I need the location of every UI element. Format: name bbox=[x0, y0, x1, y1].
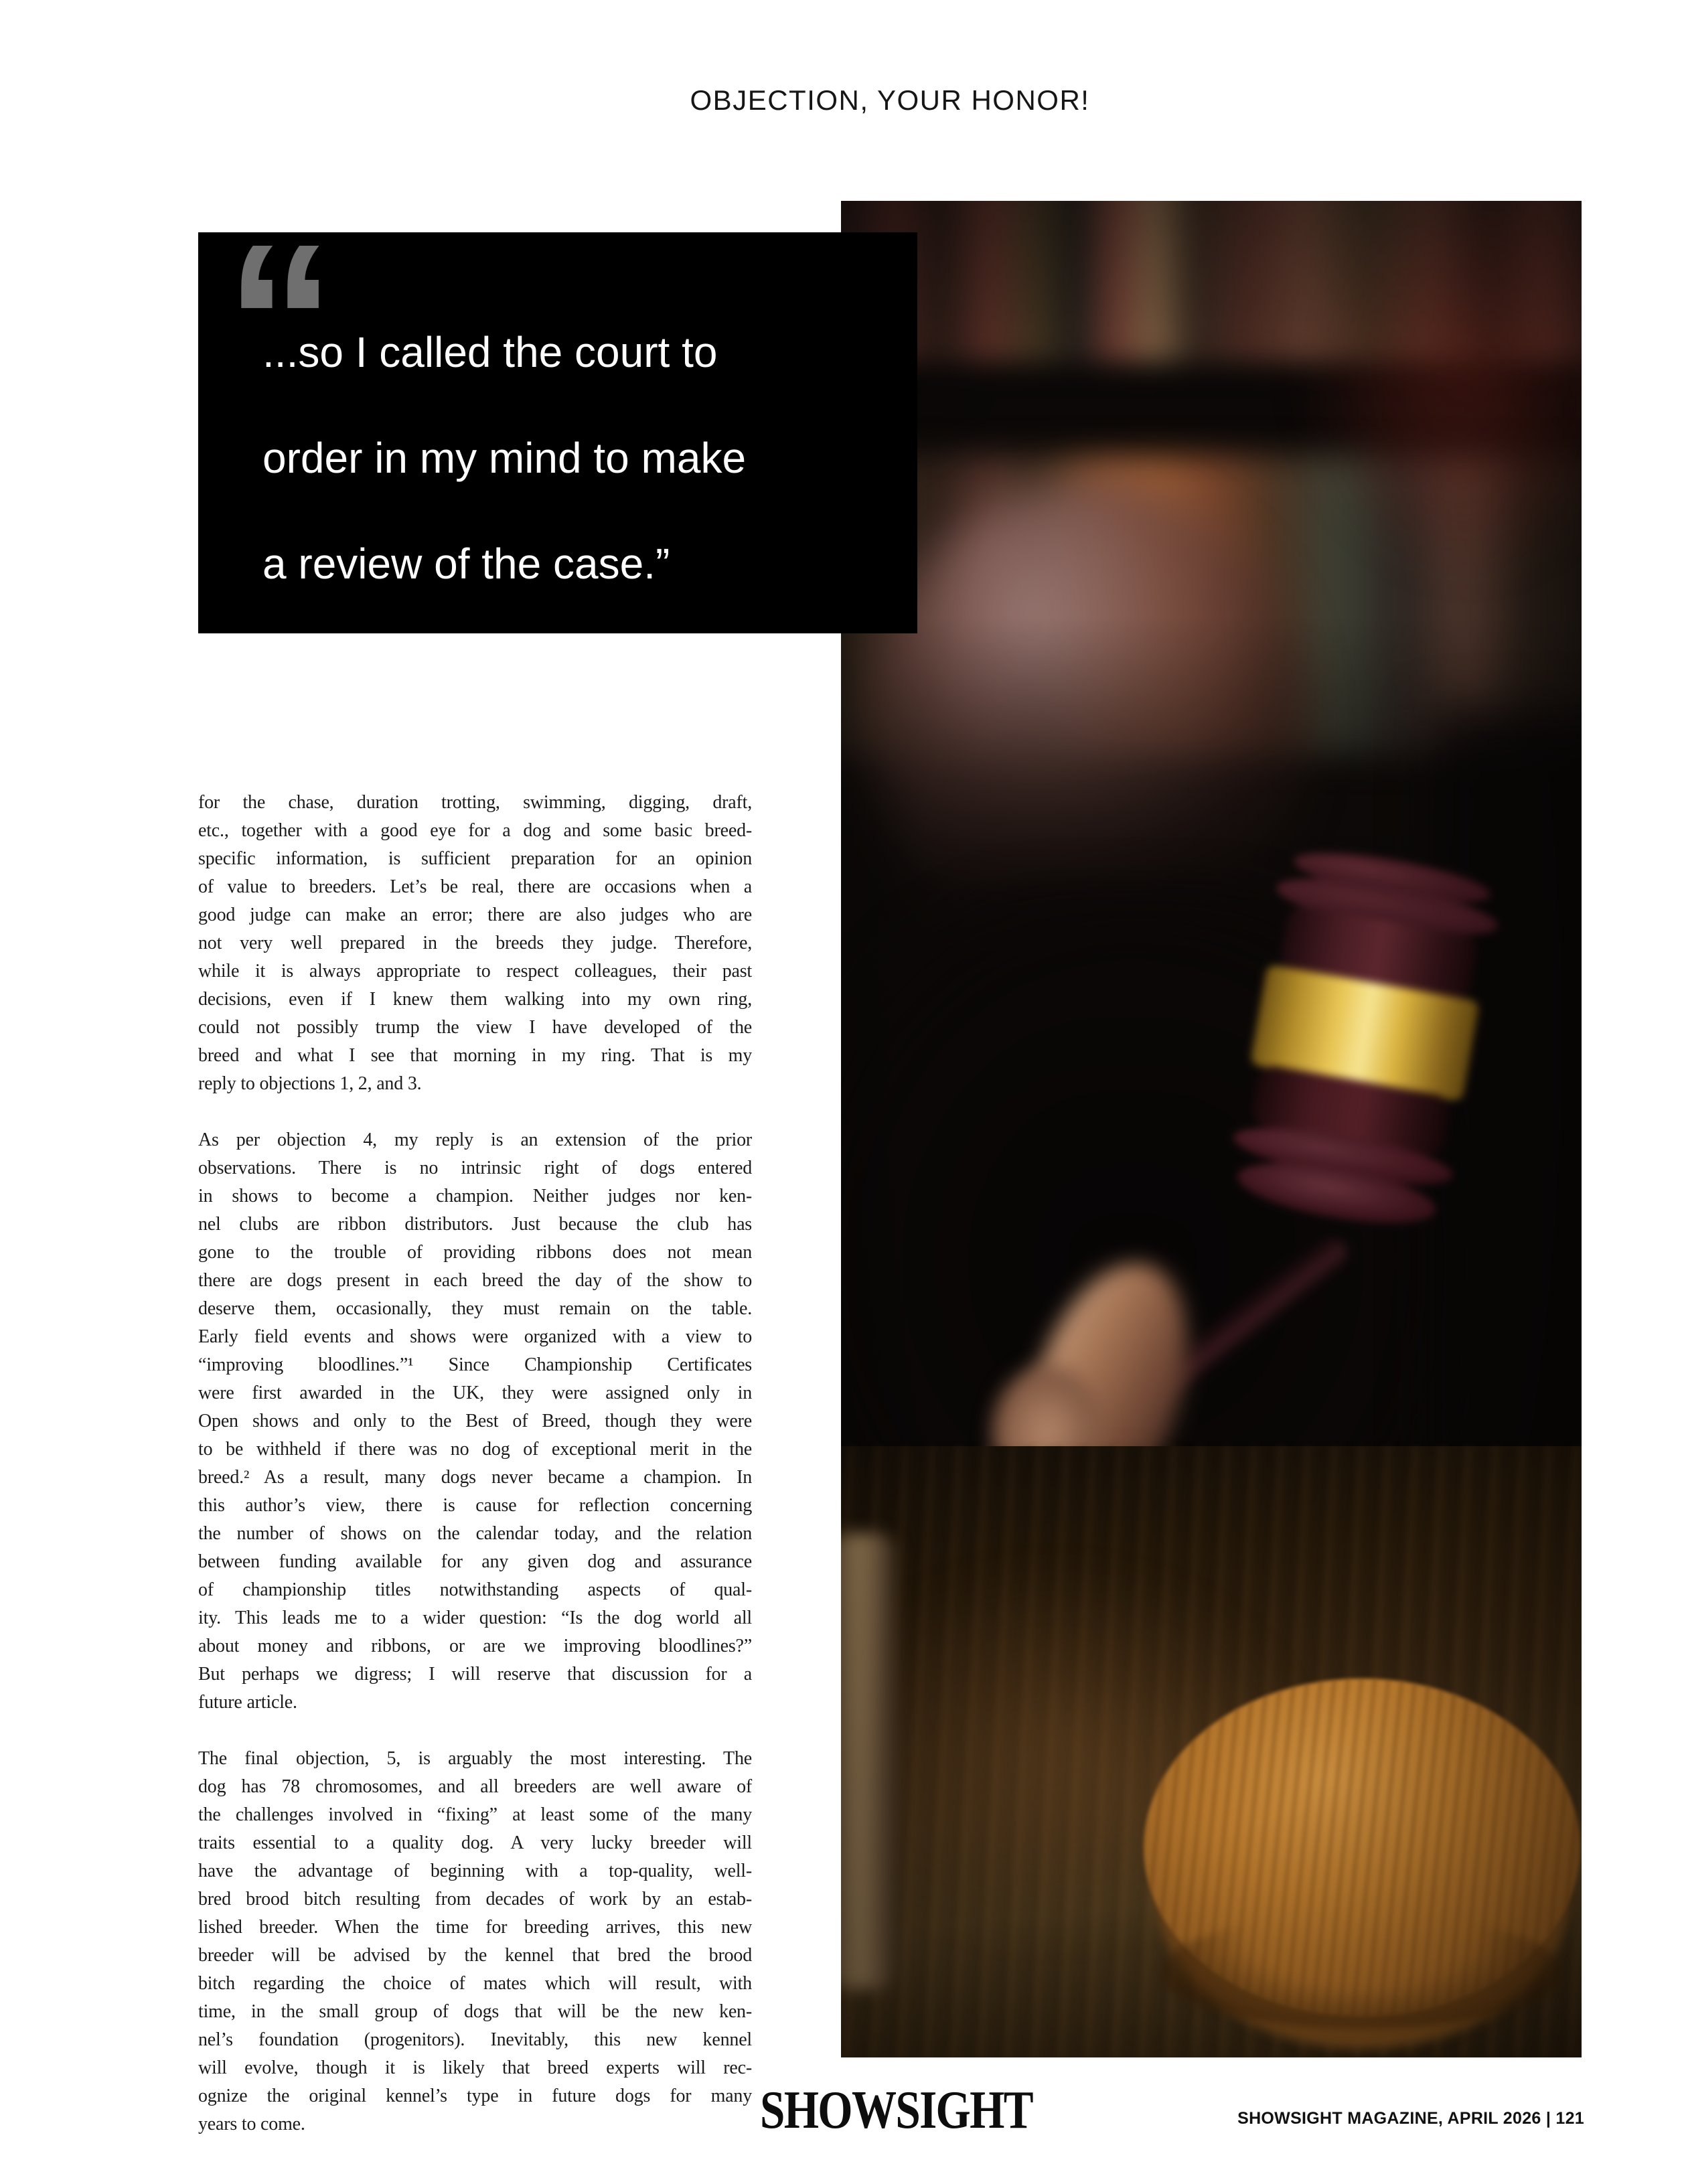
text-line: nel clubs are ribbon distributors. Just because the club has bbox=[198, 1214, 752, 1235]
text-line: while it is always appropriate to respect colleagues, their past bbox=[198, 961, 752, 982]
text-line: in shows to become a champion. Neither judges nor ken- bbox=[198, 1186, 752, 1206]
text-line: specific information, is sufficient preparation for an opinion bbox=[198, 848, 752, 869]
article-body bbox=[198, 789, 752, 2138]
text-line: “improving bloodlines.”¹ Since Championship Certificates bbox=[198, 1354, 752, 1375]
text-line: lished breeder. When the time for breeding arrives, this new bbox=[198, 1917, 752, 1938]
text-line: to be withheld if there was no dog of exceptional merit in the bbox=[198, 1439, 752, 1460]
text-line: years to come. bbox=[198, 2114, 305, 2134]
text-line: reply to objections 1, 2, and 3. bbox=[198, 1073, 422, 1094]
text-line: As per objection 4, my reply is an extension of the prior bbox=[198, 1129, 752, 1150]
text-line: traits essential to a quality dog. A very lucky breeder will bbox=[198, 1832, 752, 1853]
text-line: good judge can make an error; there are also judges who are bbox=[198, 905, 752, 925]
text-line: order in my mind to make bbox=[262, 434, 747, 482]
text-line: of value to breeders. Let’s be real, there are occasions when a bbox=[198, 876, 752, 897]
text-line: decisions, even if I knew them walking into my own ring, bbox=[198, 989, 752, 1010]
text-line: deserve them, occasionally, they must remain on the table. bbox=[198, 1298, 752, 1319]
text-line: dog has 78 chromosomes, and all breeders are well aware of bbox=[198, 1776, 752, 1797]
text-line: ognize the original kennel’s type in future dogs for many bbox=[198, 2086, 752, 2106]
text-line: were first awarded in the UK, they were assigned only in bbox=[198, 1383, 752, 1403]
footer-issue-info: SHOWSIGHT MAGAZINE, APRIL 2026 | 121 bbox=[1237, 2109, 1584, 2128]
photo-vignette bbox=[841, 201, 1582, 2057]
text-line: breed and what I see that morning in my ring. That is my bbox=[198, 1045, 752, 1066]
open-quote-mark-icon: “ bbox=[225, 198, 335, 445]
article-paragraph bbox=[198, 1126, 752, 1717]
text-line: bitch regarding the choice of mates which will result, with bbox=[198, 1973, 752, 1994]
magazine-logo: SHOWSIGHT bbox=[760, 2081, 1033, 2140]
text-line: for the chase, duration trotting, swimming, digging, draft, bbox=[198, 792, 752, 813]
text-line: etc., together with a good eye for a dog and some basic breed- bbox=[198, 820, 752, 841]
text-line: there are dogs present in each breed the day of the show to bbox=[198, 1270, 752, 1291]
text-line: a review of the case.” bbox=[262, 540, 670, 588]
article-paragraph bbox=[198, 789, 752, 1098]
text-line: about money and ribbons, or are we improving bloodlines?” bbox=[198, 1636, 752, 1656]
text-line: ity. This leads me to a wider question: “Is the dog world all bbox=[198, 1608, 752, 1628]
text-line: Early field events and shows were organized with a view to bbox=[198, 1326, 752, 1347]
text-line: gone to the trouble of providing ribbons does not mean bbox=[198, 1242, 752, 1263]
text-line: nel’s foundation (progenitors). Inevitably, this new kennel bbox=[198, 2029, 752, 2050]
pull-quote-text bbox=[262, 299, 892, 617]
text-line: could not possibly trump the view I have developed of the bbox=[198, 1017, 752, 1038]
text-line: bred brood bitch resulting from decades of work by an estab- bbox=[198, 1889, 752, 1909]
page-header-title: OBJECTION, YOUR HONOR! bbox=[690, 84, 1090, 116]
text-line: future article. bbox=[198, 1692, 297, 1713]
text-line: The final objection, 5, is arguably the most interesting. The bbox=[198, 1748, 752, 1769]
text-line: But perhaps we digress; I will reserve that discussion for a bbox=[198, 1664, 752, 1685]
text-line: have the advantage of beginning with a top-quality, well- bbox=[198, 1861, 752, 1881]
text-line: ...so I called the court to bbox=[262, 328, 718, 376]
text-line: breed.² As a result, many dogs never became a champion. In bbox=[198, 1467, 752, 1488]
article-paragraph bbox=[198, 1745, 752, 2138]
text-line: the challenges involved in “fixing” at least some of the many bbox=[198, 1804, 752, 1825]
text-line: will evolve, though it is likely that breed experts will rec- bbox=[198, 2057, 752, 2078]
text-line: not very well prepared in the breeds they judge. Therefore, bbox=[198, 933, 752, 953]
text-line: time, in the small group of dogs that will be the new ken- bbox=[198, 2001, 752, 2022]
text-line: this author’s view, there is cause for reflection concerning bbox=[198, 1495, 752, 1516]
text-line: observations. There is no intrinsic right of dogs entered bbox=[198, 1158, 752, 1178]
judge-gavel-photo bbox=[841, 201, 1582, 2057]
pull-quote-box bbox=[198, 198, 917, 633]
text-line: Open shows and only to the Best of Breed, though they were bbox=[198, 1411, 752, 1431]
text-line: the number of shows on the calendar today, and the relation bbox=[198, 1523, 752, 1544]
text-line: of championship titles notwithstanding aspects of qual- bbox=[198, 1579, 752, 1600]
text-line: between funding available for any given dog and assurance bbox=[198, 1551, 752, 1572]
text-line: breeder will be advised by the kennel that bred the brood bbox=[198, 1945, 752, 1966]
